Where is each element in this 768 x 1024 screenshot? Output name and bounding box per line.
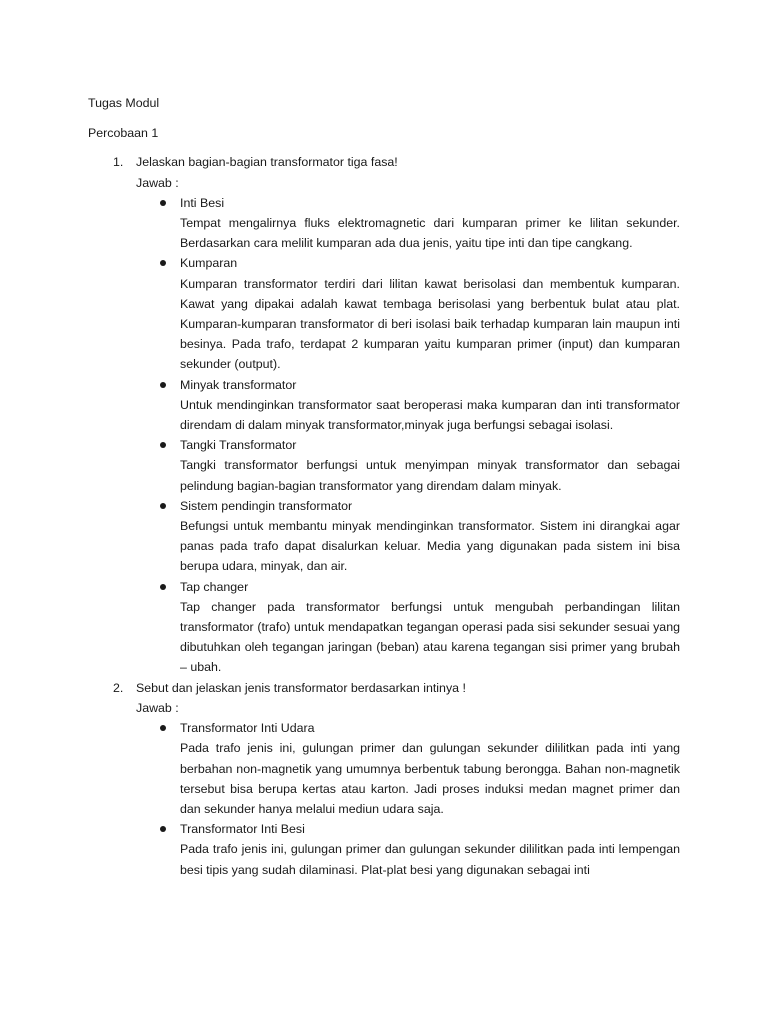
- question-list: [88, 152, 680, 879]
- item-title: Transformator Inti Besi: [180, 822, 305, 837]
- item-title: Tap changer: [180, 579, 249, 594]
- question-text: Jelaskan bagian-bagian transformator tiga fasa!: [136, 155, 398, 170]
- question-number: 2.: [113, 680, 124, 695]
- list-item: [180, 577, 680, 678]
- item-description: Befungsi untuk membantu minyak mendinginkan transformator. Sistem ini dirangkai agar panas pada trafo dapat disalurkan keluar. Media yang digunakan pada sistem ini bisa berupa udara, minyak, dan air.: [180, 519, 680, 574]
- list-item: [180, 193, 680, 254]
- bullet-icon: [160, 503, 166, 509]
- list-item: [180, 496, 680, 577]
- list-item: [180, 375, 680, 436]
- item-description: Tap changer pada transformator berfungsi untuk mengubah perbandingan lilitan transformator (trafo) untuk mendapatkan tegangan operasi pada sisi sekunder sesuai yang dibutuhkan oleh tegangan jaringan (beban) atau karena tegangan sisi primer yang brubah – ubah.: [180, 599, 680, 675]
- item-description: Kumparan transformator terdiri dari lilitan kawat berisolasi dan membentuk kumparan. Kawat yang dipakai adalah kawat tembaga berisolasi yang berbentuk bulat atau plat. Kumparan-kumparan transformator di beri isolasi baik terhadap kumparan lain maupun inti besinya. Pada trafo, terdapat 2 kumparan yaitu kumparan primer (input) dan kumparan sekunder (output).: [180, 276, 680, 372]
- section-heading: Percobaan 1: [88, 126, 159, 141]
- question-number: 1.: [113, 155, 124, 170]
- list-item: [180, 435, 680, 496]
- document-title: Tugas Modul: [88, 96, 160, 110]
- item-description: Pada trafo jenis ini, gulungan primer dan gulungan sekunder dililitkan pada inti lempengan besi tipis yang sudah dilaminasi. Plat-plat besi yang digunakan sebagai inti: [180, 842, 680, 877]
- list-item: [180, 253, 680, 374]
- question-item: [88, 678, 680, 880]
- question-text: Sebut dan jelaskan jenis transformator berdasarkan intinya !: [136, 680, 466, 695]
- item-description: Tempat mengalirnya fluks elektromagnetic dari kumparan primer ke lilitan sekunder. Berdasarkan cara melilit kumparan ada dua jenis, yaitu tipe inti dan tipe cangkang.: [180, 216, 680, 251]
- item-title: Inti Besi: [180, 195, 225, 210]
- bullet-icon: [160, 442, 166, 448]
- bullet-icon: [160, 826, 166, 832]
- item-description: Untuk mendinginkan transformator saat beroperasi maka kumparan dan inti transformator direndam di dalam minyak transformator,minyak juga berfungsi sebagai isolasi.: [180, 397, 680, 433]
- item-title: Transformator Inti Udara: [180, 721, 315, 736]
- bullet-icon: [160, 725, 166, 731]
- bullet-icon: [160, 260, 166, 266]
- item-description: Pada trafo jenis ini, gulungan primer dan gulungan sekunder dililitkan pada inti yang berbahan non-magnetik yang umumnya berbentuk tabung berongga. Bahan non-magnetik tersebut bisa berupa kertas atau karton. Jadi proses induksi medan magnet primer dan dan sekunder hanya melalui mediun udara saja.: [180, 741, 680, 816]
- answer-list: [136, 193, 680, 678]
- bullet-icon: [160, 200, 166, 206]
- item-title: Tangki Transformator: [180, 438, 297, 453]
- list-item: [180, 718, 680, 819]
- item-title: Sistem pendingin transformator: [180, 498, 353, 513]
- answer-label: Jawab :: [136, 700, 179, 715]
- answer-list: [136, 718, 680, 880]
- bullet-icon: [160, 584, 166, 590]
- bullet-icon: [160, 382, 166, 388]
- item-description: Tangki transformator berfungsi untuk menyimpan minyak transformator dan sebagai pelindung bagian-bagian transformator yang direndam dalam minyak.: [180, 458, 680, 493]
- question-item: [88, 152, 680, 677]
- item-title: Minyak transformator: [180, 377, 297, 392]
- list-item: [180, 819, 680, 880]
- answer-label: Jawab :: [136, 175, 179, 190]
- item-title: Kumparan: [180, 256, 238, 271]
